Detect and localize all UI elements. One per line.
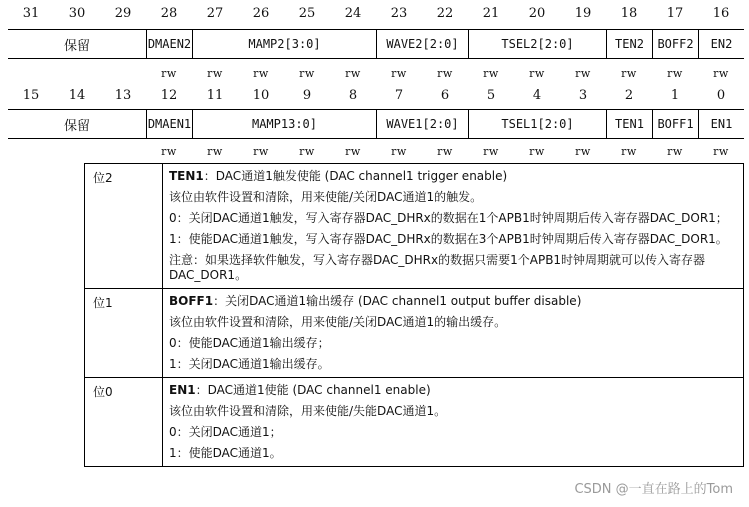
access-type: rw bbox=[207, 145, 223, 158]
bit-field-name: BOFF1 bbox=[169, 294, 214, 308]
bit-number: 22 bbox=[436, 6, 454, 21]
bit-number: 21 bbox=[482, 6, 500, 21]
access-type: rw bbox=[575, 67, 591, 80]
bit-number: 23 bbox=[390, 6, 408, 21]
bit-field-name: EN1 bbox=[169, 383, 196, 397]
access-type bbox=[100, 67, 146, 80]
register-field: EN1 bbox=[698, 110, 744, 138]
bit-number: 26 bbox=[252, 6, 270, 21]
bit-number: 0 bbox=[716, 88, 726, 103]
access-type bbox=[54, 145, 100, 158]
description-line: 注意：如果选择软件触发，写入寄存器DAC_DHRx的数据只需要1个APB1时钟周期就可以传入寄存器DAC_DOR1。 bbox=[169, 253, 706, 282]
bit-number: 31 bbox=[22, 6, 40, 21]
bit-number: 5 bbox=[486, 88, 496, 103]
bit-number: 7 bbox=[394, 88, 404, 103]
register-field: EN2 bbox=[698, 30, 744, 58]
bit-description bbox=[163, 164, 744, 289]
description-line: 1：使能DAC通道1触发，写入寄存器DAC_DHRx的数据在3个APB1时钟周期后传入寄存器DAC_DOR1。 bbox=[169, 232, 728, 246]
bit-number: 19 bbox=[574, 6, 592, 21]
bit-number: 12 bbox=[160, 88, 178, 103]
upper-access-row bbox=[8, 67, 744, 80]
description-line: 0：使能DAC通道1输出缓存； bbox=[169, 336, 330, 350]
bit-number: 9 bbox=[302, 88, 312, 103]
access-type bbox=[8, 67, 54, 80]
access-type bbox=[8, 145, 54, 158]
access-type: rw bbox=[345, 145, 361, 158]
access-type: rw bbox=[437, 67, 453, 80]
lower-register-fields bbox=[8, 109, 744, 139]
register-field: BOFF2 bbox=[652, 30, 698, 58]
access-type: rw bbox=[529, 67, 545, 80]
bit-title-text: ：DAC通道1触发使能 (DAC channel1 trigger enable) bbox=[203, 169, 508, 183]
register-field: TEN2 bbox=[606, 30, 652, 58]
access-type: rw bbox=[713, 145, 729, 158]
register-field: TEN1 bbox=[606, 110, 652, 138]
bit-title bbox=[169, 383, 737, 398]
description-line: 该位由软件设置和清除，用来使能/关闭DAC通道1的输出缓存。 bbox=[169, 315, 507, 329]
bit-number: 13 bbox=[114, 88, 132, 103]
access-type: rw bbox=[621, 67, 637, 80]
register-field: DMAEN1 bbox=[146, 110, 192, 138]
bit-number: 4 bbox=[532, 88, 542, 103]
bit-number: 27 bbox=[206, 6, 224, 21]
register-field: MAMP2[3:0] bbox=[192, 30, 376, 58]
access-type: rw bbox=[161, 145, 177, 158]
bit-number: 28 bbox=[160, 6, 178, 21]
register-field: BOFF1 bbox=[652, 110, 698, 138]
bit-description-table bbox=[84, 163, 744, 467]
bit-title bbox=[169, 294, 737, 309]
register-field: WAVE2[2:0] bbox=[376, 30, 468, 58]
access-type: rw bbox=[483, 145, 499, 158]
access-type: rw bbox=[299, 67, 315, 80]
lower-access-row bbox=[8, 145, 744, 158]
bit-number: 29 bbox=[114, 6, 132, 21]
register-field: DMAEN2 bbox=[146, 30, 192, 58]
bit-description bbox=[163, 378, 744, 467]
access-type: rw bbox=[299, 145, 315, 158]
bit-description bbox=[163, 289, 744, 378]
bit-number: 6 bbox=[440, 88, 450, 103]
register-field: 保留 bbox=[63, 38, 90, 54]
bit-number: 16 bbox=[712, 6, 730, 21]
register-field: 保留 bbox=[63, 118, 90, 134]
access-type: rw bbox=[253, 145, 269, 158]
description-row bbox=[85, 378, 744, 467]
access-type: rw bbox=[345, 67, 361, 80]
access-type bbox=[54, 67, 100, 80]
description-line: 该位由软件设置和清除，用来使能/失能DAC通道1。 bbox=[169, 404, 447, 418]
register-field: TSEL1[2:0] bbox=[468, 110, 606, 138]
bit-number: 18 bbox=[620, 6, 638, 21]
description-line: 0：关闭DAC通道1； bbox=[169, 425, 282, 439]
upper-bit-numbers bbox=[8, 6, 744, 21]
bit-number: 11 bbox=[206, 88, 224, 103]
access-type: rw bbox=[575, 145, 591, 158]
upper-register-fields bbox=[8, 29, 744, 59]
bit-number: 25 bbox=[298, 6, 316, 21]
access-type: rw bbox=[391, 145, 407, 158]
description-line: 1：使能DAC通道1。 bbox=[169, 446, 282, 460]
access-type bbox=[100, 145, 146, 158]
bit-number: 1 bbox=[670, 88, 680, 103]
bit-number: 30 bbox=[68, 6, 86, 21]
bit-position: 位0 bbox=[85, 378, 163, 467]
bit-number: 20 bbox=[528, 6, 546, 21]
description-row bbox=[85, 164, 744, 289]
bit-number: 17 bbox=[666, 6, 684, 21]
bit-field-name: TEN1 bbox=[169, 169, 204, 183]
bit-number: 2 bbox=[624, 88, 634, 103]
access-type: rw bbox=[713, 67, 729, 80]
bit-position: 位2 bbox=[85, 164, 163, 289]
bit-number: 10 bbox=[252, 88, 270, 103]
access-type: rw bbox=[437, 145, 453, 158]
bit-number: 15 bbox=[22, 88, 40, 103]
bit-title-text: ：关闭DAC通道1输出缓存 (DAC channel1 output buffer disable) bbox=[213, 294, 582, 308]
description-line: 1：关闭DAC通道1输出缓存。 bbox=[169, 357, 330, 371]
access-type: rw bbox=[161, 67, 177, 80]
bit-number: 8 bbox=[348, 88, 358, 103]
access-type: rw bbox=[253, 67, 269, 80]
register-field: WAVE1[2:0] bbox=[376, 110, 468, 138]
bit-position: 位1 bbox=[85, 289, 163, 378]
lower-bit-numbers bbox=[8, 88, 744, 103]
register-field: MAMP13:0] bbox=[192, 110, 376, 138]
access-type: rw bbox=[483, 67, 499, 80]
description-line: 0：关闭DAC通道1触发，写入寄存器DAC_DHRx的数据在1个APB1时钟周期后传入寄存器DAC_DOR1； bbox=[169, 211, 728, 225]
watermark: CSDN @一直在路上的Tom bbox=[574, 482, 733, 497]
description-row bbox=[85, 289, 744, 378]
bit-title bbox=[169, 169, 737, 184]
access-type: rw bbox=[391, 67, 407, 80]
bit-title-text: ：DAC通道1使能 (DAC channel1 enable) bbox=[195, 383, 431, 397]
register-field: TSEL2[2:0] bbox=[468, 30, 606, 58]
bit-number: 14 bbox=[68, 88, 86, 103]
access-type: rw bbox=[529, 145, 545, 158]
bit-number: 24 bbox=[344, 6, 362, 21]
access-type: rw bbox=[667, 67, 683, 80]
access-type: rw bbox=[667, 145, 683, 158]
bit-number: 3 bbox=[578, 88, 588, 103]
access-type: rw bbox=[621, 145, 637, 158]
description-line: 该位由软件设置和清除，用来使能/关闭DAC通道1的触发。 bbox=[169, 190, 483, 204]
access-type: rw bbox=[207, 67, 223, 80]
